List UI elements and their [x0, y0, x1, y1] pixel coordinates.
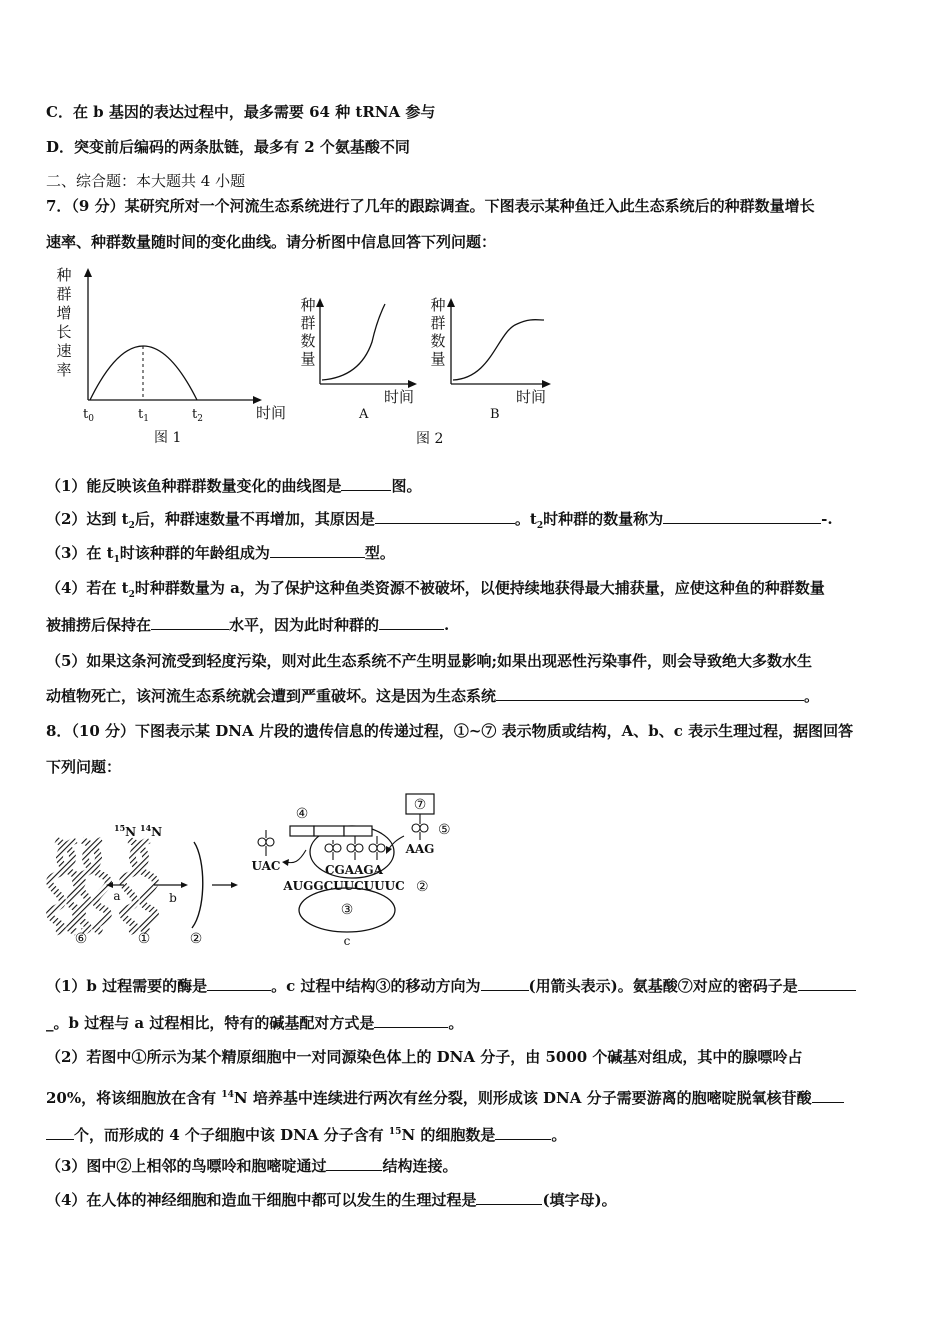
fig2a-j-curve [322, 304, 385, 380]
fig1-ylabel-4: 长 [56, 323, 72, 341]
q7-s1: （1）能反映该鱼种群群数量变化的曲线图是 图。 [46, 477, 422, 495]
fig2b-x-label: 时间 [516, 388, 547, 406]
trna-leaving [258, 830, 274, 856]
dna-helix-6 [50, 840, 109, 932]
label-circle-5: ⑤ [438, 822, 451, 838]
label-circle-3: ③ [340, 902, 354, 918]
q8-s2: （2）若图中①所示为某个精原细胞中一对同源染色体上的 DNA 分子，由 5000 个碱基对组成，其中的腺嘌呤占 [46, 1048, 803, 1066]
fig2a-ylabel-2: 群 [300, 314, 316, 332]
q8-intro-line2: 下列问题： [46, 758, 122, 776]
label-15n: $^{15}$N [114, 823, 137, 839]
q8-s2-line3: 个，而形成的 4 个子细胞中该 DNA 分子含有 $^{15}$N 的细胞数是 。 [46, 1122, 566, 1145]
fig1-ylabel-3: 增 [56, 304, 72, 322]
fig2a-x-label: 时间 [384, 388, 415, 406]
option-d: D．突变前后编码的两条肽链，最多有 2 个氨基酸不同 [46, 138, 410, 156]
label-circle-2a: ② [189, 931, 203, 947]
dna-helix-1 [123, 840, 156, 932]
fig1-x-label: 时间 [256, 404, 287, 422]
label-a: a [113, 889, 121, 903]
fig2a-ylabel-4: 量 [300, 350, 316, 368]
fig2b-ylabel-1: 种 [430, 296, 446, 314]
option-c: C．在 b 基因的表达过程中，最多需要 64 种 tRNA 参与 [46, 103, 436, 121]
q7-s5-continued: 动植物死亡，该河流生态系统就会遭到严重破坏。这是因为生态系统 。 [46, 687, 820, 705]
fig2-caption: 图 2 [416, 431, 444, 447]
q7-intro-line1: 7．（9 分）某研究所对一个河流生态系统进行了几年的跟踪调查。下图表示某种鱼迁入此生态系统后的种群数量增长 [46, 197, 815, 215]
fig2a-ylabel-1: 种 [300, 296, 316, 314]
fig1-ylabel-1: 种 [56, 266, 72, 284]
fig1-t1-label: $t_1$ [138, 407, 149, 424]
q7-s4: （4）若在 $t_2$时种群数量为 a，为了保护这种鱼类资源不被破坏，以便持续地获得最大捕获量，应使这种鱼的种群数量 [46, 579, 825, 600]
label-aag: AAG [405, 842, 435, 856]
fig1-t2-label: $t_2$ [192, 407, 203, 424]
label-circle-7: ⑦ [413, 797, 427, 813]
fig1-ylabel-6: 率 [56, 361, 72, 379]
label-circle-2b: ② [416, 879, 429, 895]
q8-s2-continued: 20%，将该细胞放在含有 $^{14}$N 培养基中连续进行两次有丝分裂，则形成该 DNA 分子需要游离的胞嘧啶脱氧核苷酸 [46, 1085, 844, 1108]
fig2a-x-arrow [408, 380, 417, 388]
fig1-ylabel-2: 群 [56, 285, 72, 303]
fig1-caption: 图 1 [154, 430, 182, 446]
q8-s1-continued: _。b 过程与 a 过程相比，特有的碱基配对方式是 。 [46, 1014, 464, 1032]
label-b: b [169, 891, 177, 905]
fig2b-x-arrow [542, 380, 551, 388]
section-heading: 二、综合题：本大题共 4 小题 [46, 172, 246, 190]
fig2b-s-curve [453, 320, 544, 380]
label-14n: $^{14}$N [140, 823, 163, 839]
label-c: c [343, 934, 351, 948]
amino-acid-box-4 [290, 826, 314, 836]
fig2b-y-arrow [447, 298, 455, 307]
trna-5 [412, 814, 428, 840]
anticodons-label: CGAAGA [325, 863, 383, 877]
fig1-ylabel-5: 速 [56, 342, 72, 360]
q8-intro-line1: 8．（10 分）下图表示某 DNA 片段的遗传信息的传递过程，①~⑦ 表示物质或结构，A、b、c 表示生理过程，据图回答 [46, 722, 854, 740]
fig2a-ylabel-3: 数 [300, 332, 316, 350]
fig2b-label: B [490, 407, 500, 422]
fig2a-label: A [359, 407, 369, 422]
label-circle-1: ① [137, 931, 151, 947]
mrna-sequence: AUGGCUUCUUUC [283, 879, 405, 893]
q7-figure-2 [292, 292, 562, 452]
fig2b-ylabel-3: 数 [430, 332, 446, 350]
fig2b-ylabel-4: 量 [430, 350, 446, 368]
mrna-strand-2 [192, 842, 203, 928]
q7-s5: （5）如果这条河流受到轻度污染，则对此生态系统不产生明显影响;如果出现恶性污染事件，则会导致绝大多数水生 [46, 652, 812, 670]
fig1-x-arrow [253, 396, 262, 404]
q7-figure-1 [50, 262, 310, 452]
label-uac: UAC [251, 859, 281, 873]
q7-intro-line2: 速率、种群数量随时间的变化曲线。请分析图中信息回答下列问题： [46, 233, 497, 251]
fig2b-ylabel-2: 群 [430, 314, 446, 332]
fig2a-y-arrow [316, 298, 324, 307]
q7-s3: （3）在 $t_1$时该种群的年龄组成为 型。 [46, 544, 395, 565]
fig1-y-arrow [84, 268, 92, 277]
q8-figure [44, 790, 451, 950]
q8-s3: （3）图中②上相邻的鸟嘌呤和胞嘧啶通过 结构连接。 [46, 1157, 458, 1175]
q8-s4: （4）在人体的神经细胞和造血干细胞中都可以发生的生理过程是 (填字母)。 [46, 1191, 617, 1209]
q7-s4-continued: 被捕捞后保持在 水平，因为此时种群的 . [46, 616, 450, 634]
label-circle-6: ⑥ [74, 931, 88, 947]
q7-s2: （2）达到 $t_2$后，种群速数量不再增加，其原因是 。$t_2$时种群的数量称为 -. [46, 510, 833, 531]
fig1-t0-label: $t_0$ [83, 407, 94, 424]
q8-s1: （1）b 过程需要的酶是 。c 过程中结构③的移动方向为 (用箭头表示)。氨基酸⑦对应的密码子是 [46, 976, 856, 996]
label-circle-4: ④ [295, 806, 309, 822]
